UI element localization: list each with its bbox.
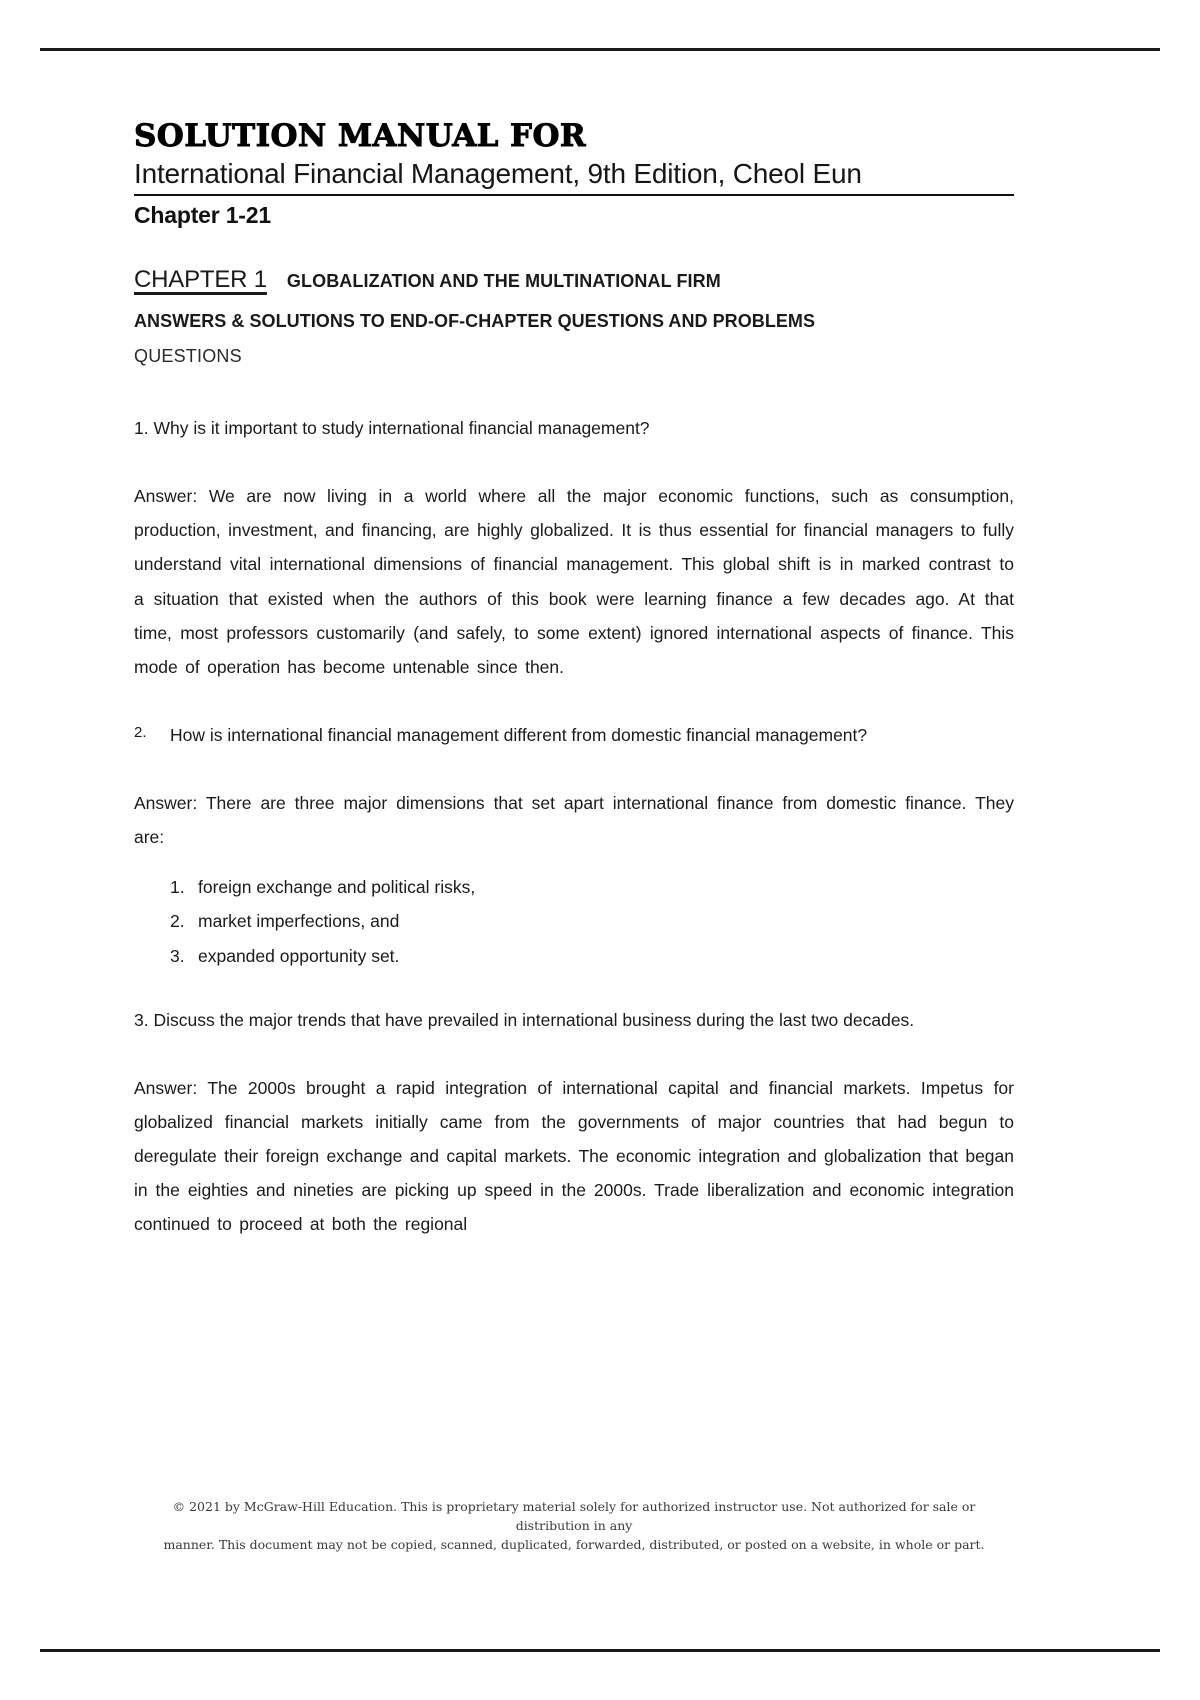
page-footer: [134, 1498, 1014, 1554]
list-item: market imperfections, and: [198, 911, 400, 932]
question-2-number: 2.: [134, 723, 147, 741]
chapter-range: Chapter 1-21: [134, 202, 271, 229]
answer-3: Answer: The 2000s brought a rapid integration of international capital and financial markets. Impetus for globalized financial markets initially came from the governments of major countries that had begun to deregulate their foreign exchange and capital markets. The economic integration and globalization that began in the eighties and nineties are picking up speed in the 2000s. Trade liberalization and economic integration continued to proceed at both the regional: [134, 1077, 1014, 1235]
section-heading: ANSWERS & SOLUTIONS TO END-OF-CHAPTER QUESTIONS AND PROBLEMS: [134, 311, 816, 332]
answer-2-list: [134, 870, 1014, 972]
question-2: [134, 718, 1014, 752]
title-divider: [134, 194, 1014, 196]
section-subheading: QUESTIONS: [134, 346, 242, 367]
copyright-line-2: manner. This document may not be copied, scanned, duplicated, forwarded, distributed, or posted on a website, in whole or part.: [163, 1536, 985, 1552]
chapter-title: GLOBALIZATION AND THE MULTINATIONAL FIRM: [286, 271, 721, 292]
answer-1: Answer: We are now living in a world where all the major economic functions, such as consumption, production, investment, and financing, are highly globalized. It is thus essential for financial managers to fully understand vital international dimensions of financial management. This global shift is in marked contrast to a situation that existed when the authors of this book were learning finance a few decades ago. At that time, most professors customarily (and safely, to some extent) ignored international aspects of finance. This mode of operation has become untenable since then.: [134, 486, 1014, 677]
page-top-rule: [40, 48, 1160, 51]
document-subtitle: International Financial Management, 9th Edition, Cheol Eun: [134, 158, 862, 190]
page-bottom-rule: [40, 1649, 1160, 1652]
question-3: 3. Discuss the major trends that have prevailed in international business during the last two decades.: [134, 1009, 915, 1030]
chapter-label: CHAPTER 1: [134, 266, 267, 294]
chapter-heading: [134, 265, 1014, 295]
question-2-text: How is international financial management different from domestic financial management?: [170, 724, 868, 745]
document-title: SOLUTION MANUAL FOR: [134, 118, 587, 154]
list-item: foreign exchange and political risks,: [198, 877, 476, 898]
page-content: [134, 120, 1014, 1267]
list-item: expanded opportunity set.: [198, 945, 400, 966]
copyright-line-1: © 2021 by McGraw-Hill Education. This is proprietary material solely for authorized instructor use. Not authorized for sale or distribution in any: [172, 1499, 976, 1533]
answer-2: Answer: There are three major dimensions that set apart international finance from domestic finance. They are:: [134, 793, 1014, 848]
question-1: 1. Why is it important to study international financial management?: [134, 418, 650, 439]
